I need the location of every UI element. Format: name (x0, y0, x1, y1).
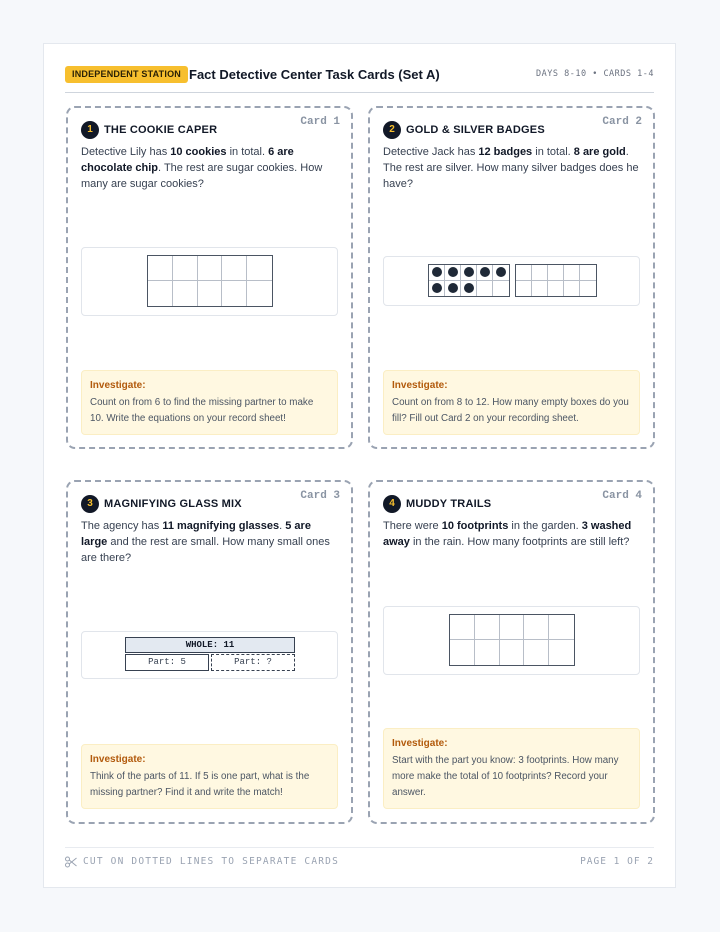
investigate-box (81, 744, 338, 809)
task-card-2 (368, 106, 655, 449)
card-number-badge: 2 (383, 121, 401, 139)
task-card-1 (66, 106, 353, 449)
station-badge: INDEPENDENT STATION (65, 66, 188, 83)
counter-dot (480, 267, 490, 277)
investigate-box (383, 728, 640, 809)
scissors-icon (65, 856, 77, 868)
ten-frame (449, 614, 575, 666)
counter-dot (464, 267, 474, 277)
story-problem: Detective Lily has 10 cookies in total. 6 are chocolate chip. The rest are sugar cookies. How many are sugar cookies? (81, 146, 323, 190)
investigate-text: Count on from 6 to find the missing partner to make 10. Write the equations on your record sheet! (90, 397, 314, 424)
days-cards-label: DAYS 8-10 • CARDS 1-4 (536, 69, 654, 79)
bar-model-panel (81, 631, 338, 679)
investigate-label: Investigate: (392, 738, 448, 749)
story-problem: The agency has 11 magnifying glasses. 5 are large and the rest are small. How many small ones are there? (81, 520, 330, 564)
double-ten-frame-panel (383, 256, 640, 306)
bar-model-part-known: Part: 5 (125, 654, 209, 671)
investigate-text: Count on from 8 to 12. How many empty boxes do you fill? Fill out Card 2 on your recording sheet. (392, 397, 629, 424)
counter-dot (432, 283, 442, 293)
page-footer (65, 847, 654, 868)
card-label: Card 3 (300, 490, 340, 502)
page-number: PAGE 1 OF 2 (580, 856, 654, 867)
story-problem: Detective Jack has 12 badges in total. 8 are gold. The rest are silver. How many silver badges does he have? (383, 146, 639, 190)
counter-dot (432, 267, 442, 277)
counter-dot (496, 267, 506, 277)
bar-model-part-unknown: Part: ? (211, 654, 295, 671)
card-number-badge: 4 (383, 495, 401, 513)
page-header (65, 65, 654, 93)
counter-dot (448, 267, 458, 277)
card-heading (81, 121, 291, 139)
card-title: GOLD & SILVER BADGES (406, 124, 545, 136)
investigate-box (81, 370, 338, 435)
investigate-label: Investigate: (392, 380, 448, 391)
cut-instructions: CUT ON DOTTED LINES TO SEPARATE CARDS (83, 856, 340, 867)
card-number-badge: 1 (81, 121, 99, 139)
card-title: MAGNIFYING GLASS MIX (104, 498, 242, 510)
card-label: Card 1 (300, 116, 340, 128)
card-heading (383, 495, 593, 513)
investigate-label: Investigate: (90, 754, 146, 765)
ten-frame-panel (383, 606, 640, 675)
task-card-4 (368, 480, 655, 824)
task-card-3 (66, 480, 353, 824)
card-heading (383, 121, 593, 139)
investigate-text: Think of the parts of 11. If 5 is one part, what is the missing partner? Find it and write the match! (90, 771, 310, 798)
card-label: Card 2 (602, 116, 642, 128)
card-number-badge: 3 (81, 495, 99, 513)
ten-frame (147, 255, 273, 307)
counter-dot (464, 283, 474, 293)
bar-model-whole: WHOLE: 11 (125, 637, 295, 653)
investigate-label: Investigate: (90, 380, 146, 391)
ten-frame-right (515, 264, 597, 297)
investigate-text: Start with the part you know: 3 footprints. How many more make the total of 10 footprints? Record your answer. (392, 755, 619, 798)
counter-dot (448, 283, 458, 293)
ten-frame-left (428, 264, 510, 297)
ten-frame-panel (81, 247, 338, 316)
card-title: THE COOKIE CAPER (104, 124, 218, 136)
story-problem: There were 10 footprints in the garden. 3 washed away in the rain. How many footprints are still left? (383, 520, 632, 548)
worksheet-page (43, 43, 676, 888)
page-title: Fact Detective Center Task Cards (Set A) (189, 67, 440, 82)
investigate-box (383, 370, 640, 435)
card-heading (81, 495, 291, 513)
card-title: MUDDY TRAILS (406, 498, 492, 510)
card-label: Card 4 (602, 490, 642, 502)
